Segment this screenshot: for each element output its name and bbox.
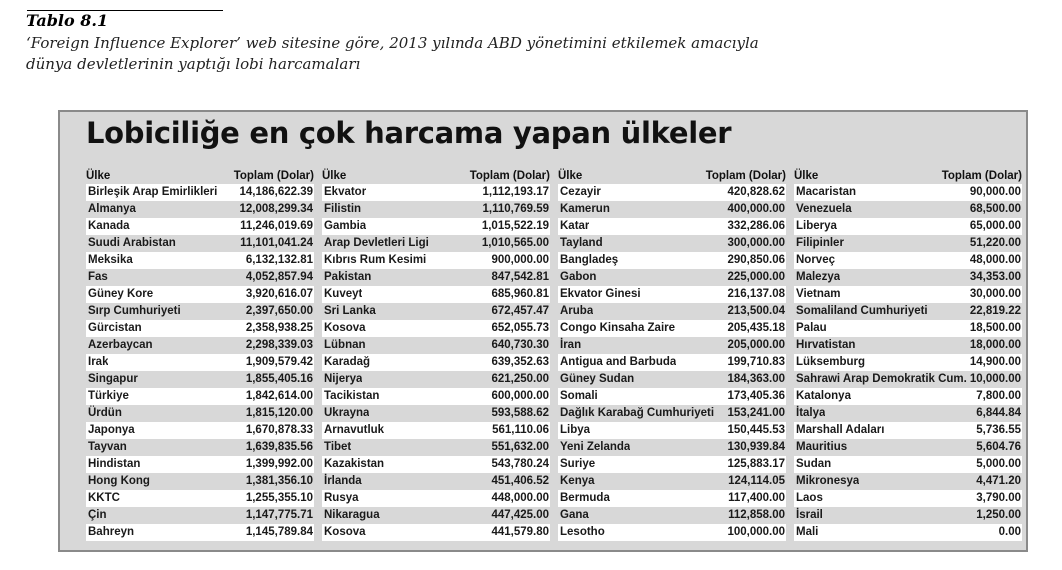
table-row <box>558 320 786 337</box>
total-value: 11,101,041.24 <box>240 237 313 249</box>
table-row <box>322 337 550 354</box>
table-row <box>86 388 314 405</box>
total-value: 112,858.00 <box>728 509 785 521</box>
country-name: Pakistan <box>324 271 372 283</box>
country-name: Yeni Zelanda <box>560 441 631 453</box>
total-value: 2,298,339.03 <box>245 339 313 351</box>
table-row <box>794 201 1022 218</box>
total-value: 124,114.05 <box>728 475 785 487</box>
country-name: Vietnam <box>796 288 841 300</box>
table-row <box>322 456 550 473</box>
table-row <box>86 218 314 235</box>
country-name: Lübnan <box>324 339 366 351</box>
total-value: 1,010,565.00 <box>481 237 549 249</box>
country-name: Malezya <box>796 271 841 283</box>
total-value: 11,246,019.69 <box>240 220 313 232</box>
table-row <box>558 422 786 439</box>
column-header <box>794 164 1022 184</box>
caption-line-2: dünya devletlerinin yaptığı lobi harcamaları <box>26 55 361 73</box>
country-name: Sudan <box>796 458 832 470</box>
total-value: 447,425.00 <box>491 509 549 521</box>
country-name: Gürcistan <box>88 322 142 334</box>
country-name: Tayland <box>560 237 603 249</box>
table-row <box>86 439 314 456</box>
country-name: Kamerun <box>560 203 610 215</box>
total-value: 300,000.00 <box>727 237 785 249</box>
total-value: 100,000.00 <box>727 526 785 538</box>
country-name: Venezuela <box>796 203 852 215</box>
total-header: Toplam (Dolar) <box>233 170 314 182</box>
table-row <box>322 303 550 320</box>
table-row <box>86 354 314 371</box>
table-row <box>86 524 314 541</box>
table-row <box>794 405 1022 422</box>
total-value: 213,500.04 <box>727 305 785 317</box>
total-value: 672,457.47 <box>491 305 549 317</box>
total-value: 6,132,132.81 <box>245 254 313 266</box>
table-row <box>558 507 786 524</box>
total-value: 1,255,355.10 <box>245 492 313 504</box>
table-row <box>558 184 786 201</box>
table-row <box>322 252 550 269</box>
table-row <box>558 473 786 490</box>
column-header <box>86 164 314 184</box>
table-rows <box>794 184 1022 541</box>
table-row <box>322 524 550 541</box>
country-name: Fas <box>88 271 108 283</box>
country-name: Liberya <box>796 220 837 232</box>
table-row <box>558 252 786 269</box>
total-value: 543,780.24 <box>491 458 549 470</box>
table-column-1 <box>86 164 314 541</box>
table-row <box>322 439 550 456</box>
total-value: 7,800.00 <box>976 390 1021 402</box>
total-value: 14,900.00 <box>969 356 1021 368</box>
country-name: Ekvator Ginesi <box>560 288 641 300</box>
table-row <box>794 439 1022 456</box>
total-value: 51,220.00 <box>969 237 1021 249</box>
table-row <box>558 337 786 354</box>
country-name: Karadağ <box>324 356 371 368</box>
total-value: 205,000.00 <box>727 339 785 351</box>
country-name: Mali <box>796 526 819 538</box>
country-name: Mikronesya <box>796 475 860 487</box>
total-value: 117,400.00 <box>728 492 785 504</box>
total-value: 12,008,299.34 <box>239 203 313 215</box>
table-row <box>558 371 786 388</box>
table-row <box>322 473 550 490</box>
table-column-3 <box>558 164 786 541</box>
total-value: 1,110,769.59 <box>482 203 549 215</box>
table-row <box>558 439 786 456</box>
table-row <box>322 405 550 422</box>
country-name: Kanada <box>88 220 130 232</box>
country-header: Ülke <box>558 170 583 182</box>
total-value: 551,632.00 <box>491 441 549 453</box>
table-row <box>86 473 314 490</box>
country-name: Filipinler <box>796 237 844 249</box>
country-name: Birleşik Arap Emirlikleri <box>88 186 218 198</box>
total-value: 1,015,522.19 <box>481 220 549 232</box>
table-row <box>794 218 1022 235</box>
total-value: 0.00 <box>998 526 1021 538</box>
table-row <box>558 524 786 541</box>
table-row <box>558 235 786 252</box>
country-name: Sahrawi Arap Demokratik Cum. <box>796 373 967 385</box>
country-name: Norveç <box>796 254 835 266</box>
total-value: 847,542.81 <box>491 271 549 283</box>
country-name: Arnavutluk <box>324 424 385 436</box>
table-row <box>794 490 1022 507</box>
total-value: 1,250.00 <box>976 509 1021 521</box>
country-name: Ukrayna <box>324 407 370 419</box>
country-name: Nikaragua <box>324 509 380 521</box>
country-header: Ülke <box>794 170 819 182</box>
table-row <box>322 422 550 439</box>
table-row <box>86 286 314 303</box>
total-value: 225,000.00 <box>727 271 785 283</box>
country-name: Congo Kinsaha Zaire <box>560 322 676 334</box>
country-name: Japonya <box>88 424 135 436</box>
total-value: 130,939.84 <box>727 441 785 453</box>
total-value: 1,145,789.84 <box>245 526 313 538</box>
table-row <box>794 473 1022 490</box>
country-name: Hindistan <box>88 458 141 470</box>
table-row <box>86 184 314 201</box>
table-row <box>558 456 786 473</box>
table-row <box>86 252 314 269</box>
total-value: 451,406.52 <box>491 475 549 487</box>
country-name: Kenya <box>560 475 595 487</box>
table-row <box>558 201 786 218</box>
country-name: Gabon <box>560 271 597 283</box>
total-value: 900,000.00 <box>491 254 549 266</box>
country-name: Singapur <box>88 373 138 385</box>
table-number: Tablo 8.1 <box>26 11 109 30</box>
table-row <box>794 337 1022 354</box>
country-name: Suudi Arabistan <box>88 237 176 249</box>
total-value: 561,110.06 <box>492 424 549 436</box>
country-name: Kıbrıs Rum Kesimi <box>324 254 427 266</box>
table-row <box>86 337 314 354</box>
total-value: 5,736.55 <box>976 424 1021 436</box>
country-name: Laos <box>796 492 823 504</box>
lobbying-table-panel <box>58 110 1028 552</box>
total-header: Toplam (Dolar) <box>941 170 1022 182</box>
table-row <box>322 218 550 235</box>
total-value: 1,842,614.00 <box>245 390 313 402</box>
table-row <box>794 184 1022 201</box>
table-row <box>86 303 314 320</box>
country-name: Kuveyt <box>324 288 363 300</box>
total-value: 2,397,650.00 <box>245 305 313 317</box>
total-value: 22,819.22 <box>969 305 1021 317</box>
table-row <box>86 490 314 507</box>
country-name: Ekvator <box>324 186 367 198</box>
table-row <box>794 252 1022 269</box>
total-value: 400,000.00 <box>727 203 785 215</box>
country-name: Antigua and Barbuda <box>560 356 677 368</box>
country-name: Çin <box>88 509 107 521</box>
table-row <box>86 371 314 388</box>
country-name: Somali <box>560 390 598 402</box>
country-name: Güney Sudan <box>560 373 635 385</box>
table-row <box>794 507 1022 524</box>
table-row <box>322 320 550 337</box>
table-row <box>558 218 786 235</box>
country-name: Macaristan <box>796 186 857 198</box>
country-name: İran <box>560 339 582 351</box>
caption-line-1: ‘Foreign Influence Explorer’ web sitesine göre, 2013 yılında ABD yönetimini etkilemek amacıyla <box>26 34 759 52</box>
table-row <box>794 371 1022 388</box>
total-value: 5,604.76 <box>976 441 1021 453</box>
total-value: 216,137.08 <box>727 288 785 300</box>
total-value: 150,445.53 <box>727 424 785 436</box>
country-name: Gambia <box>324 220 367 232</box>
table-row <box>86 405 314 422</box>
total-header: Toplam (Dolar) <box>469 170 550 182</box>
country-name: Irak <box>88 356 109 368</box>
country-header: Ülke <box>86 170 111 182</box>
total-value: 1,112,193.17 <box>482 186 549 198</box>
total-value: 199,710.83 <box>727 356 785 368</box>
table-row <box>322 507 550 524</box>
table-row <box>558 490 786 507</box>
table-row <box>322 269 550 286</box>
total-value: 68,500.00 <box>969 203 1021 215</box>
total-value: 10,000.00 <box>969 373 1021 385</box>
total-value: 441,579.80 <box>491 526 549 538</box>
table-row <box>322 371 550 388</box>
country-name: Dağlık Karabağ Cumhuriyeti <box>560 407 715 419</box>
total-value: 48,000.00 <box>969 254 1021 266</box>
country-name: KKTC <box>88 492 120 504</box>
table-row <box>794 303 1022 320</box>
table-row <box>322 184 550 201</box>
total-value: 14,186,622.39 <box>239 186 313 198</box>
table-row <box>794 456 1022 473</box>
total-value: 4,471.20 <box>976 475 1021 487</box>
total-value: 600,000.00 <box>491 390 549 402</box>
country-name: Meksika <box>88 254 133 266</box>
total-value: 3,790.00 <box>976 492 1021 504</box>
total-value: 125,883.17 <box>727 458 785 470</box>
total-value: 1,381,356.10 <box>245 475 313 487</box>
total-value: 290,850.06 <box>727 254 785 266</box>
country-name: Ürdün <box>88 407 122 419</box>
country-name: Somaliland Cumhuriyeti <box>796 305 928 317</box>
panel-heading: Lobiciliğe en çok harcama yapan ülkeler <box>86 116 732 150</box>
table-row <box>322 388 550 405</box>
table-row <box>794 354 1022 371</box>
country-name: Hırvatistan <box>796 339 856 351</box>
table-row <box>86 422 314 439</box>
total-value: 153,241.00 <box>727 407 785 419</box>
total-value: 420,828.62 <box>727 186 785 198</box>
total-value: 2,358,938.25 <box>245 322 313 334</box>
table-row <box>794 320 1022 337</box>
total-value: 1,855,405.16 <box>245 373 313 385</box>
country-name: Mauritius <box>796 441 848 453</box>
total-value: 90,000.00 <box>969 186 1021 198</box>
total-value: 173,405.36 <box>727 390 785 402</box>
total-value: 1,147,775.71 <box>245 509 313 521</box>
country-name: Marshall Adaları <box>796 424 885 436</box>
country-name: Bahreyn <box>88 526 135 538</box>
country-name: Tibet <box>324 441 352 453</box>
table-row <box>794 388 1022 405</box>
table-row <box>558 269 786 286</box>
country-name: Nijerya <box>324 373 363 385</box>
country-name: Palau <box>796 322 827 334</box>
total-value: 685,960.81 <box>491 288 549 300</box>
country-name: Suriye <box>560 458 596 470</box>
country-name: Gana <box>560 509 589 521</box>
country-name: Azerbaycan <box>88 339 153 351</box>
country-name: Kosova <box>324 526 366 538</box>
table-rows <box>86 184 314 541</box>
table-row <box>86 456 314 473</box>
column-header <box>558 164 786 184</box>
country-name: Filistin <box>324 203 362 215</box>
total-value: 34,353.00 <box>969 271 1021 283</box>
table-row <box>86 235 314 252</box>
table-row <box>558 405 786 422</box>
total-value: 652,055.73 <box>491 322 549 334</box>
total-value: 1,815,120.00 <box>245 407 313 419</box>
country-name: Hong Kong <box>88 475 150 487</box>
total-value: 6,844.84 <box>976 407 1021 419</box>
table-row <box>558 388 786 405</box>
country-name: İtalya <box>796 407 826 419</box>
country-name: Cezayir <box>560 186 601 198</box>
country-name: Kosova <box>324 322 366 334</box>
table-row <box>86 507 314 524</box>
total-value: 184,363.00 <box>727 373 785 385</box>
total-header: Toplam (Dolar) <box>705 170 786 182</box>
country-name: Türkiye <box>88 390 129 402</box>
country-name: İrlanda <box>324 475 362 487</box>
total-value: 1,399,992.00 <box>245 458 313 470</box>
total-value: 448,000.00 <box>491 492 549 504</box>
country-name: İsrail <box>796 509 823 521</box>
country-name: Güney Kore <box>88 288 154 300</box>
country-name: Sri Lanka <box>324 305 376 317</box>
total-value: 18,500.00 <box>969 322 1021 334</box>
country-header: Ülke <box>322 170 347 182</box>
column-header <box>322 164 550 184</box>
country-name: Rusya <box>324 492 359 504</box>
country-name: Almanya <box>88 203 136 215</box>
total-value: 1,639,835.56 <box>245 441 313 453</box>
total-value: 621,250.00 <box>491 373 549 385</box>
table-row <box>322 490 550 507</box>
table-row <box>558 354 786 371</box>
total-value: 593,588.62 <box>491 407 549 419</box>
table-row <box>86 269 314 286</box>
country-name: Tayvan <box>88 441 127 453</box>
table-row <box>794 524 1022 541</box>
table-rows <box>558 184 786 541</box>
total-value: 65,000.00 <box>969 220 1021 232</box>
table-row <box>322 354 550 371</box>
table-column-4 <box>794 164 1022 541</box>
total-value: 4,052,857.94 <box>245 271 313 283</box>
table-row <box>794 269 1022 286</box>
total-value: 640,730.30 <box>491 339 549 351</box>
table-row <box>322 286 550 303</box>
total-value: 205,435.18 <box>727 322 785 334</box>
table-row <box>322 201 550 218</box>
table-row <box>86 201 314 218</box>
country-name: Arap Devletleri Ligi <box>324 237 429 249</box>
table-rows <box>322 184 550 541</box>
total-value: 5,000.00 <box>976 458 1021 470</box>
country-name: Sırp Cumhuriyeti <box>88 305 181 317</box>
table-row <box>558 303 786 320</box>
country-name: Aruba <box>560 305 594 317</box>
total-value: 1,909,579.42 <box>245 356 313 368</box>
country-name: Libya <box>560 424 591 436</box>
country-name: Tacikistan <box>324 390 380 402</box>
table-row <box>794 422 1022 439</box>
total-value: 30,000.00 <box>969 288 1021 300</box>
country-name: Lüksemburg <box>796 356 866 368</box>
table-column-2 <box>322 164 550 541</box>
table-row <box>794 235 1022 252</box>
total-value: 639,352.63 <box>491 356 549 368</box>
total-value: 18,000.00 <box>969 339 1021 351</box>
country-name: Katalonya <box>796 390 851 402</box>
country-name: Bangladeş <box>560 254 619 266</box>
table-row <box>86 320 314 337</box>
country-name: Katar <box>560 220 590 232</box>
country-name: Kazakistan <box>324 458 385 470</box>
table-row <box>794 286 1022 303</box>
total-value: 1,670,878.33 <box>245 424 313 436</box>
table-row <box>322 235 550 252</box>
table-row <box>558 286 786 303</box>
country-name: Lesotho <box>560 526 605 538</box>
total-value: 3,920,616.07 <box>245 288 313 300</box>
country-name: Bermuda <box>560 492 610 504</box>
total-value: 332,286.06 <box>727 220 785 232</box>
